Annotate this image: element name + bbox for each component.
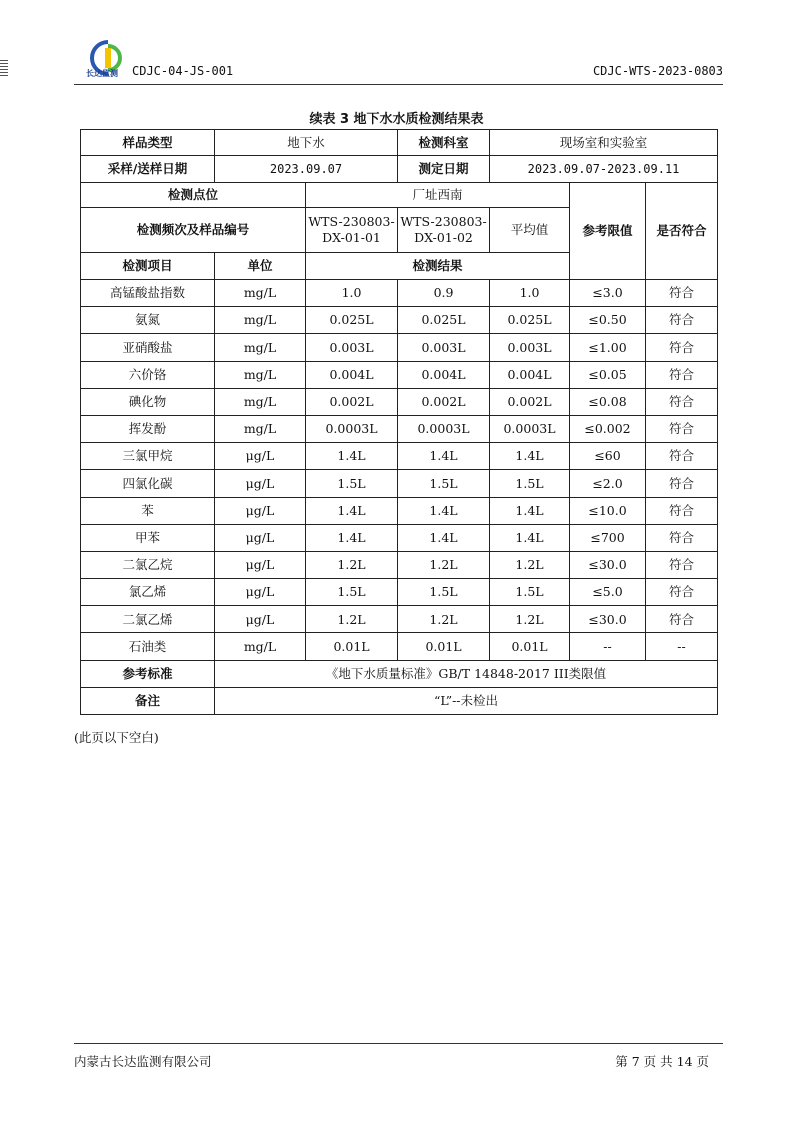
conform-value: 符合 <box>646 606 718 633</box>
avg-value: 1.4L <box>490 524 570 551</box>
table-row <box>81 606 718 633</box>
conform-value: 符合 <box>646 361 718 388</box>
freq-label: 检测频次及样品编号 <box>81 208 306 253</box>
item-cell: 高锰酸盐指数 <box>81 280 215 307</box>
limit-value: ≤3.0 <box>570 280 646 307</box>
dept-label: 检测科室 <box>398 130 490 156</box>
report-number: CDJC-WTS-2023-0803 <box>592 64 723 78</box>
sample-2-value: 0.002L <box>398 388 490 415</box>
limit-value: -- <box>570 633 646 660</box>
table-row <box>81 280 718 307</box>
unit-cell: μg/L <box>215 443 306 470</box>
avg-value: 0.003L <box>490 334 570 361</box>
table-row <box>81 334 718 361</box>
conform-value: 符合 <box>646 524 718 551</box>
table-title: 续表 3 地下水水质检测结果表 <box>309 112 484 127</box>
conform-value: 符合 <box>646 470 718 497</box>
unit-cell: μg/L <box>215 579 306 606</box>
info-row-1 <box>81 130 718 156</box>
table-row <box>81 361 718 388</box>
sample-1-value: 0.0003L <box>306 415 398 442</box>
table-row <box>81 524 718 551</box>
sample-type-label: 样品类型 <box>81 130 215 156</box>
sample-1-value: 1.4L <box>306 443 398 470</box>
unit-cell: mg/L <box>215 280 306 307</box>
unit-cell: μg/L <box>215 497 306 524</box>
limit-value: ≤2.0 <box>570 470 646 497</box>
limit-value: ≤30.0 <box>570 606 646 633</box>
avg-value: 0.0003L <box>490 415 570 442</box>
item-cell: 挥发酚 <box>81 415 215 442</box>
table-row <box>81 307 718 334</box>
sample-1-value: 1.0 <box>306 280 398 307</box>
sample-1-value: 1.5L <box>306 579 398 606</box>
unit-cell: mg/L <box>215 334 306 361</box>
remark-value: “L”--未检出 <box>215 687 718 714</box>
limit-value: ≤0.05 <box>570 361 646 388</box>
dept-value: 现场室和实验室 <box>490 130 718 156</box>
avg-header: 平均值 <box>490 208 570 253</box>
sample-2-value: 0.004L <box>398 361 490 388</box>
avg-value: 0.004L <box>490 361 570 388</box>
unit-cell: mg/L <box>215 415 306 442</box>
sample-1-value: 1.4L <box>306 524 398 551</box>
conform-value: -- <box>646 633 718 660</box>
limit-header: 参考限值 <box>570 183 646 280</box>
avg-value: 1.4L <box>490 443 570 470</box>
avg-value: 1.2L <box>490 551 570 578</box>
company-name: 内蒙古长达监测有限公司 <box>74 1054 212 1069</box>
unit-cell: μg/L <box>215 551 306 578</box>
avg-value: 1.4L <box>490 497 570 524</box>
sample-2-value: 1.4L <box>398 524 490 551</box>
sample-1-value: 1.4L <box>306 497 398 524</box>
sample-2-value: 1.4L <box>398 497 490 524</box>
avg-value: 0.01L <box>490 633 570 660</box>
unit-cell: mg/L <box>215 633 306 660</box>
sample-type-value: 地下水 <box>215 130 398 156</box>
limit-value: ≤30.0 <box>570 551 646 578</box>
point-row <box>81 183 718 208</box>
sample-2-value: 1.5L <box>398 470 490 497</box>
sample-1-id: WTS-230803-DX-01-01 <box>306 208 398 253</box>
avg-value: 1.2L <box>490 606 570 633</box>
document-code: CDJC-04-JS-001 <box>132 64 234 78</box>
item-cell: 石油类 <box>81 633 215 660</box>
table-row <box>81 633 718 660</box>
conform-value: 符合 <box>646 579 718 606</box>
blank-page-note: (此页以下空白) <box>74 730 159 745</box>
conform-value: 符合 <box>646 415 718 442</box>
conform-value: 符合 <box>646 443 718 470</box>
table-row <box>81 497 718 524</box>
sample-1-value: 1.5L <box>306 470 398 497</box>
item-cell: 三氯甲烷 <box>81 443 215 470</box>
item-cell: 氨氮 <box>81 307 215 334</box>
page-number: 第 7 页 共 14 页 <box>615 1054 709 1069</box>
conform-value: 符合 <box>646 497 718 524</box>
sample-2-id: WTS-230803-DX-01-02 <box>398 208 490 253</box>
limit-value: ≤5.0 <box>570 579 646 606</box>
sampling-date-value: 2023.09.07 <box>215 156 398 183</box>
limit-value: ≤10.0 <box>570 497 646 524</box>
unit-cell: μg/L <box>215 524 306 551</box>
conform-value: 符合 <box>646 388 718 415</box>
avg-value: 1.5L <box>490 470 570 497</box>
conform-value: 符合 <box>646 334 718 361</box>
avg-value: 1.0 <box>490 280 570 307</box>
item-cell: 四氯化碳 <box>81 470 215 497</box>
table-row <box>81 551 718 578</box>
sampling-date-label: 采样/送样日期 <box>81 156 215 183</box>
item-cell: 二氯乙烷 <box>81 551 215 578</box>
limit-value: ≤0.50 <box>570 307 646 334</box>
sample-2-value: 1.2L <box>398 606 490 633</box>
point-label: 检测点位 <box>81 183 306 208</box>
sample-1-value: 1.2L <box>306 606 398 633</box>
results-table <box>80 129 718 715</box>
sample-2-value: 1.4L <box>398 443 490 470</box>
sample-2-value: 0.025L <box>398 307 490 334</box>
avg-value: 1.5L <box>490 579 570 606</box>
item-cell: 亚硝酸盐 <box>81 334 215 361</box>
sample-1-value: 0.002L <box>306 388 398 415</box>
unit-cell: μg/L <box>215 470 306 497</box>
info-row-2 <box>81 156 718 183</box>
conform-value: 符合 <box>646 280 718 307</box>
sample-2-value: 1.5L <box>398 579 490 606</box>
scan-edge-mark <box>0 60 8 78</box>
conform-header: 是否符合 <box>646 183 718 280</box>
table-row <box>81 579 718 606</box>
limit-value: ≤700 <box>570 524 646 551</box>
item-header: 检测项目 <box>81 253 215 280</box>
sample-2-value: 0.003L <box>398 334 490 361</box>
test-date-label: 测定日期 <box>398 156 490 183</box>
sample-2-value: 1.2L <box>398 551 490 578</box>
sample-2-value: 0.01L <box>398 633 490 660</box>
footer-divider <box>74 1043 723 1044</box>
standard-value: 《地下水质量标准》GB/T 14848-2017 III类限值 <box>215 660 718 687</box>
sample-1-value: 0.003L <box>306 334 398 361</box>
item-cell: 甲苯 <box>81 524 215 551</box>
unit-cell: μg/L <box>215 606 306 633</box>
sample-2-value: 0.9 <box>398 280 490 307</box>
limit-value: ≤1.00 <box>570 334 646 361</box>
sample-1-value: 0.01L <box>306 633 398 660</box>
remark-label: 备注 <box>81 687 215 714</box>
avg-value: 0.025L <box>490 307 570 334</box>
limit-value: ≤60 <box>570 443 646 470</box>
unit-cell: mg/L <box>215 307 306 334</box>
item-cell: 六价铬 <box>81 361 215 388</box>
test-date-value: 2023.09.07-2023.09.11 <box>490 156 718 183</box>
item-cell: 氯乙烯 <box>81 579 215 606</box>
remark-row <box>81 687 718 714</box>
table-row <box>81 470 718 497</box>
limit-value: ≤0.002 <box>570 415 646 442</box>
item-cell: 二氯乙烯 <box>81 606 215 633</box>
logo-text: 长达监测 <box>86 69 118 78</box>
table-row <box>81 415 718 442</box>
sample-1-value: 0.004L <box>306 361 398 388</box>
standard-label: 参考标准 <box>81 660 215 687</box>
unit-cell: mg/L <box>215 361 306 388</box>
item-cell: 苯 <box>81 497 215 524</box>
header-divider <box>74 84 723 85</box>
conform-value: 符合 <box>646 307 718 334</box>
item-cell: 碘化物 <box>81 388 215 415</box>
sample-1-value: 1.2L <box>306 551 398 578</box>
point-value: 厂址西南 <box>306 183 570 208</box>
sample-2-value: 0.0003L <box>398 415 490 442</box>
unit-cell: mg/L <box>215 388 306 415</box>
conform-value: 符合 <box>646 551 718 578</box>
avg-value: 0.002L <box>490 388 570 415</box>
result-header: 检测结果 <box>306 253 570 280</box>
table-row <box>81 443 718 470</box>
standard-row <box>81 660 718 687</box>
unit-header: 单位 <box>215 253 306 280</box>
limit-value: ≤0.08 <box>570 388 646 415</box>
table-row <box>81 388 718 415</box>
sample-1-value: 0.025L <box>306 307 398 334</box>
